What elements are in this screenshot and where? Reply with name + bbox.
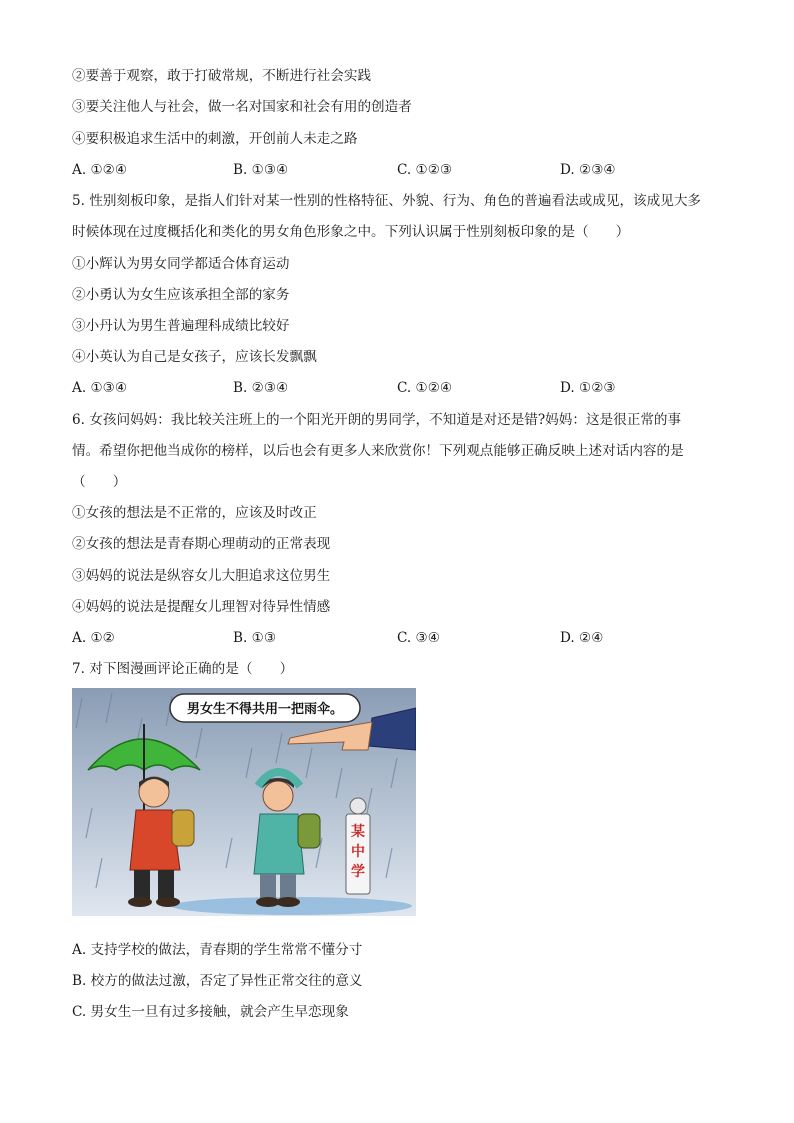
q6-option-b[interactable]: B. ①③ <box>233 630 277 646</box>
q6-statement-4: ④妈妈的说法是提醒女儿理智对待异性情感 <box>72 599 331 615</box>
q5-statement-4: ④小英认为自己是女孩子，应该长发飘飘 <box>72 349 317 365</box>
q4-statement-4: ④要积极追求生活中的刺激，开创前人未走之路 <box>72 131 358 147</box>
q4-option-b[interactable]: B. ①③④ <box>233 162 289 178</box>
q6-option-a[interactable]: A. ①② <box>72 630 115 646</box>
q5-option-a[interactable]: A. ①③④ <box>72 380 128 396</box>
q6-statement-1: ①女孩的想法是不正常的，应该及时改正 <box>72 505 317 521</box>
q6-option-d[interactable]: D. ②④ <box>560 630 604 646</box>
q4-option-c[interactable]: C. ①②③ <box>397 162 453 178</box>
q5-option-b[interactable]: B. ②③④ <box>233 380 289 396</box>
q5-stem-line-2: 时候体现在过度概括化和类化的男女角色形象之中。下列认识属于性别刻板印象的是（ ） <box>72 224 630 240</box>
q5-statement-3: ③小丹认为男生普遍理科成绩比较好 <box>72 318 290 334</box>
sign-char-1: 某 <box>351 824 365 840</box>
q5-statement-1: ①小辉认为男女同学都适合体育运动 <box>72 256 290 272</box>
umbrella-cartoon <box>72 688 416 916</box>
q5-option-d[interactable]: D. ①②③ <box>560 380 616 396</box>
q6-stem-line-3: （ ） <box>72 474 127 490</box>
q5-option-c[interactable]: C. ①②④ <box>397 380 453 396</box>
q4-options <box>72 161 672 179</box>
q4-statement-2: ②要善于观察，敢于打破常规，不断进行社会实践 <box>72 68 372 84</box>
q7-option-c[interactable]: C. 男女生一旦有过多接触，就会产生早恋现象 <box>72 1004 349 1020</box>
q6-stem-line-2: 情。希望你把他当成你的榜样，以后也会有更多人来欣赏你！下列观点能够正确反映上述对话内容的是 <box>72 443 684 459</box>
speech-text: 男女生不得共用一把雨伞。 <box>186 702 344 717</box>
q5-statement-2: ②小勇认为女生应该承担全部的家务 <box>72 287 290 303</box>
sign-char-3: 学 <box>351 864 365 880</box>
q7-option-a[interactable]: A. 支持学校的做法，青春期的学生常常不懂分寸 <box>72 942 363 958</box>
speech-bubble <box>170 694 360 722</box>
q6-options <box>72 629 672 647</box>
q4-statement-3: ③要关注他人与社会，做一名对国家和社会有用的创造者 <box>72 99 412 115</box>
q6-statement-3: ③妈妈的说法是纵容女儿大胆追求这位男生 <box>72 568 331 584</box>
q5-stem-line-1: 5. 性别刻板印象，是指人们针对某一性别的性格特征、外貌、行为、角色的普遍看法或成见，该成见大多 <box>72 193 702 209</box>
q5-options <box>72 379 672 397</box>
sign-char-2: 中 <box>351 844 365 860</box>
q6-option-c[interactable]: C. ③④ <box>397 630 440 646</box>
q4-option-d[interactable]: D. ②③④ <box>560 162 616 178</box>
q7-stem: 7. 对下图漫画评论正确的是（ ） <box>72 661 294 677</box>
q6-statement-2: ②女孩的想法是青春期心理萌动的正常表现 <box>72 536 331 552</box>
q7-option-b[interactable]: B. 校方的做法过激，否定了异性正常交往的意义 <box>72 973 363 989</box>
q6-stem-line-1: 6. 女孩问妈妈：我比较关注班上的一个阳光开朗的男同学，不知道是对还是错?妈妈：这是很正常的事 <box>72 412 682 428</box>
q4-option-a[interactable]: A. ①②④ <box>72 162 128 178</box>
